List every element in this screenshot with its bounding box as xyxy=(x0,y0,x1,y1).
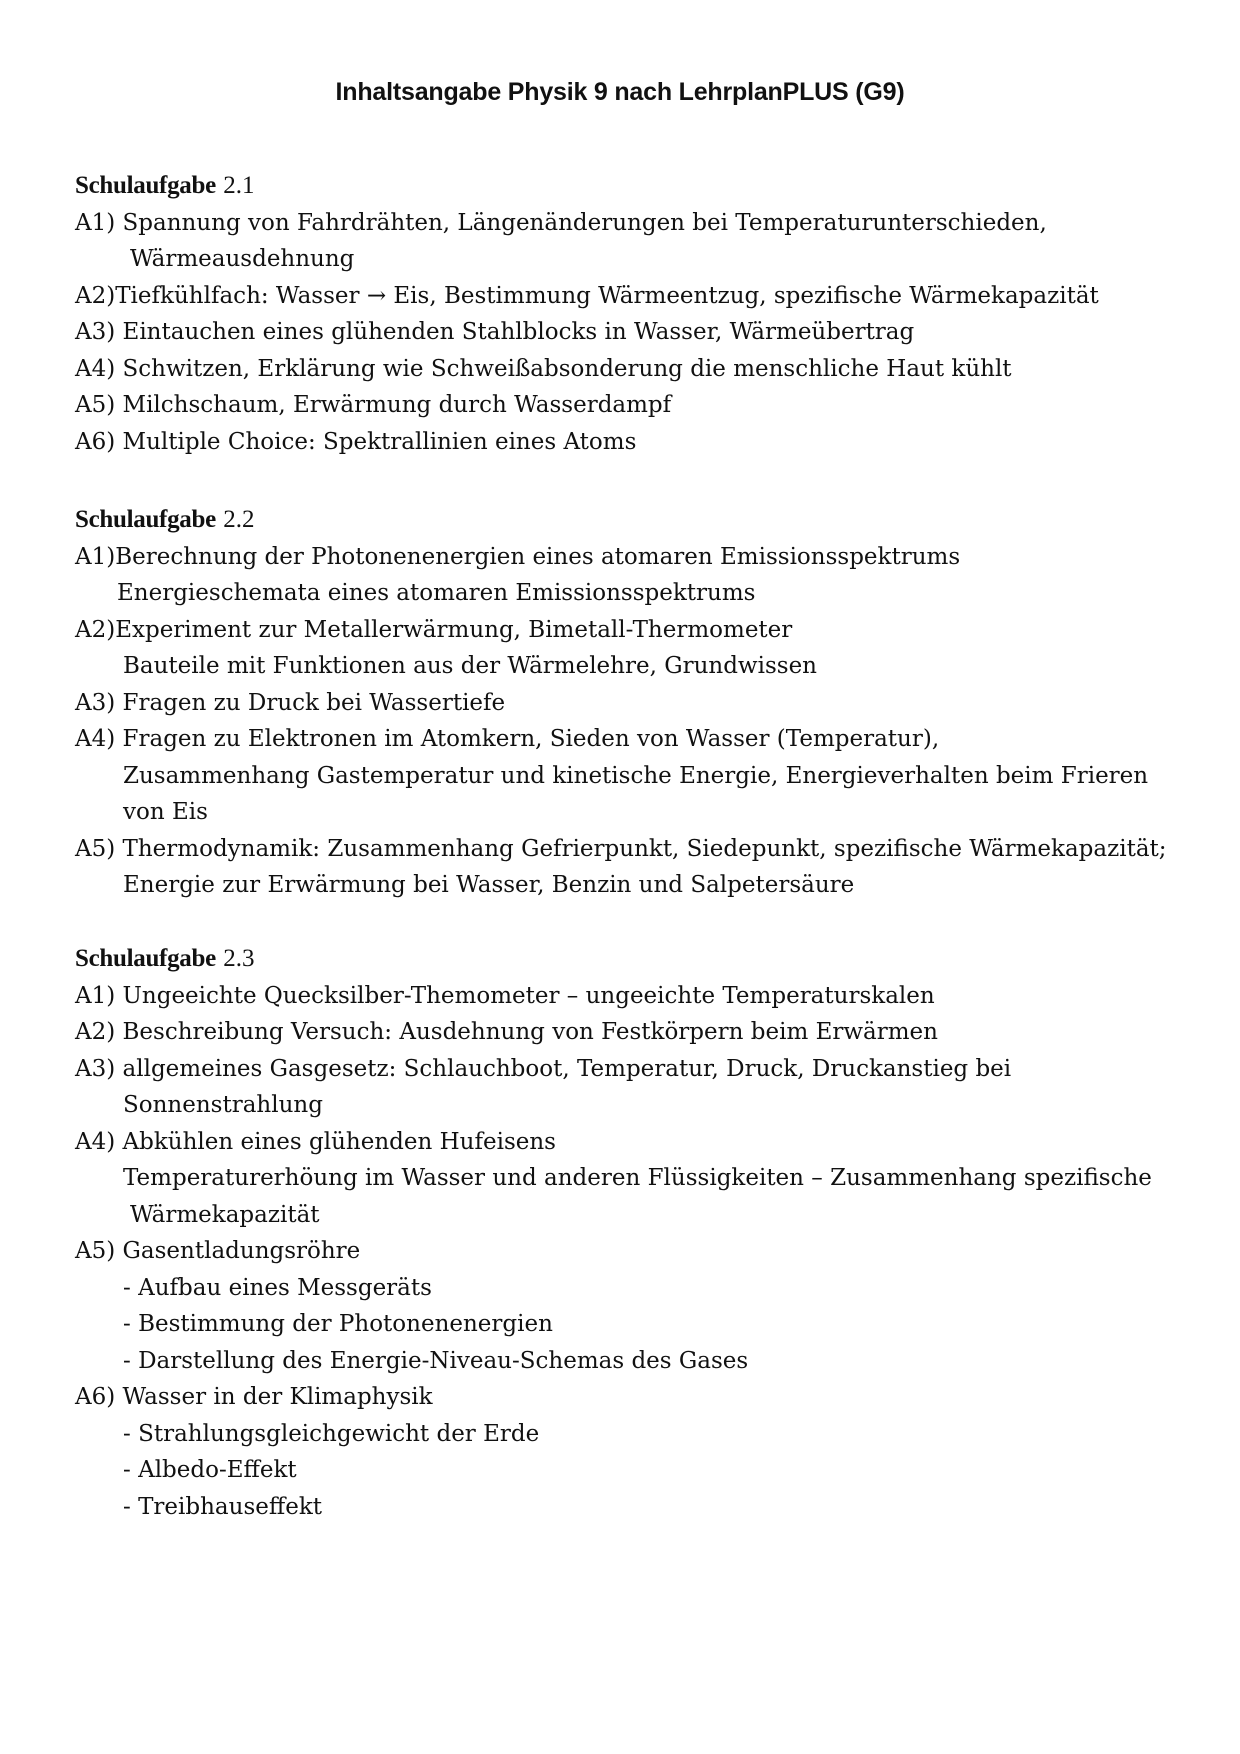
section-heading-label: Schulaufgabe xyxy=(75,506,216,533)
section-lines xyxy=(75,978,1195,1526)
content-line: Energie zur Erwärmung bei Wasser, Benzin und Salpetersäure xyxy=(123,872,855,898)
section-heading-label: Schulaufgabe xyxy=(75,172,216,199)
section-heading-number: 2.2 xyxy=(223,506,255,533)
content-line: - Albedo-Effekt xyxy=(123,1457,297,1483)
content-line: - Aufbau eines Messgeräts xyxy=(123,1274,432,1301)
section-heading-label: Schulaufgabe xyxy=(75,945,216,972)
content-line: Wärmekapazität xyxy=(130,1201,320,1228)
section-heading xyxy=(75,168,1195,205)
content-line: A6) Wasser in der Klimaphysik xyxy=(75,1384,433,1410)
section-schulaufgabe-2-3 xyxy=(75,941,1195,1525)
section-schulaufgabe-2-2 xyxy=(75,502,1195,904)
content-line: A4) Fragen zu Elektronen im Atomkern, Sieden von Wasser (Temperatur), xyxy=(75,726,940,752)
content-line: A1) Ungeeichte Quecksilber-Themometer – ungeeichte Temperaturskalen xyxy=(75,982,935,1009)
content-line: Temperaturerhöung im Wasser und anderen Flüssigkeiten – Zusammenhang spezifische xyxy=(123,1165,1152,1191)
content-line: Sonnenstrahlung xyxy=(123,1092,323,1118)
content-line: Zusammenhang Gastemperatur und kinetische Energie, Energieverhalten beim Frieren xyxy=(123,762,1149,789)
content-line: Bauteile mit Funktionen aus der Wärmelehre, Grundwissen xyxy=(123,653,817,679)
content-line: - Strahlungsgleichgewicht der Erde xyxy=(123,1420,540,1447)
content-line: A1) Spannung von Fahrdrähten, Längenänderungen bei Temperaturunterschieden, xyxy=(75,209,1047,236)
content-line: - Bestimmung der Photonenenergien xyxy=(123,1311,553,1337)
content-line: A1)Berechnung der Photonenenergien eines atomaren Emissionsspektrums xyxy=(75,543,961,570)
section-heading-number: 2.1 xyxy=(223,172,255,199)
content-line: A5) Thermodynamik: Zusammenhang Gefrierpunkt, Siedepunkt, spezifische Wärmekapazität; xyxy=(75,835,1167,862)
content-line: A3) allgemeines Gasgesetz: Schlauchboot, Temperatur, Druck, Druckanstieg bei xyxy=(75,1055,1012,1082)
section-schulaufgabe-2-1 xyxy=(75,168,1195,460)
content-line: Wärmeausdehnung xyxy=(130,246,355,272)
content-line: - Treibhauseffekt xyxy=(123,1493,322,1520)
content-line: A6) Multiple Choice: Spektrallinien eines Atoms xyxy=(75,428,637,455)
section-lines xyxy=(75,539,1195,904)
content-line: A3) Eintauchen eines glühenden Stahlblocks in Wasser, Wärmeübertrag xyxy=(75,319,915,345)
content-line: A2) Beschreibung Versuch: Ausdehnung von Festkörpern beim Erwärmen xyxy=(75,1019,938,1045)
content-line: Energieschemata eines atomaren Emissionsspektrums xyxy=(117,580,756,606)
section-heading xyxy=(75,941,1195,978)
content-line: von Eis xyxy=(123,799,208,825)
content-line: A4) Schwitzen, Erklärung wie Schweißabsonderung die menschliche Haut kühlt xyxy=(75,355,1012,382)
content-line: A3) Fragen zu Druck bei Wassertiefe xyxy=(75,689,506,716)
document-title: Inhaltsangabe Physik 9 nach LehrplanPLUS (G9) xyxy=(335,78,905,106)
content-line: - Darstellung des Energie-Niveau-Schemas des Gases xyxy=(123,1347,749,1374)
content-line: A5) Milchschaum, Erwärmung durch Wasserdampf xyxy=(75,392,672,418)
section-lines xyxy=(75,205,1195,461)
content-line: A4) Abkühlen eines glühenden Hufeisens xyxy=(75,1128,556,1155)
section-heading xyxy=(75,502,1195,539)
section-heading-number: 2.3 xyxy=(223,945,255,972)
content-line: A2)Experiment zur Metallerwärmung, Bimetall-Thermometer xyxy=(75,616,793,643)
content-line: A2)Tiefkühlfach: Wasser → Eis, Bestimmung Wärmeentzug, spezifische Wärmekapazität xyxy=(75,282,1099,309)
content-line: A5) Gasentladungsröhre xyxy=(75,1238,361,1264)
